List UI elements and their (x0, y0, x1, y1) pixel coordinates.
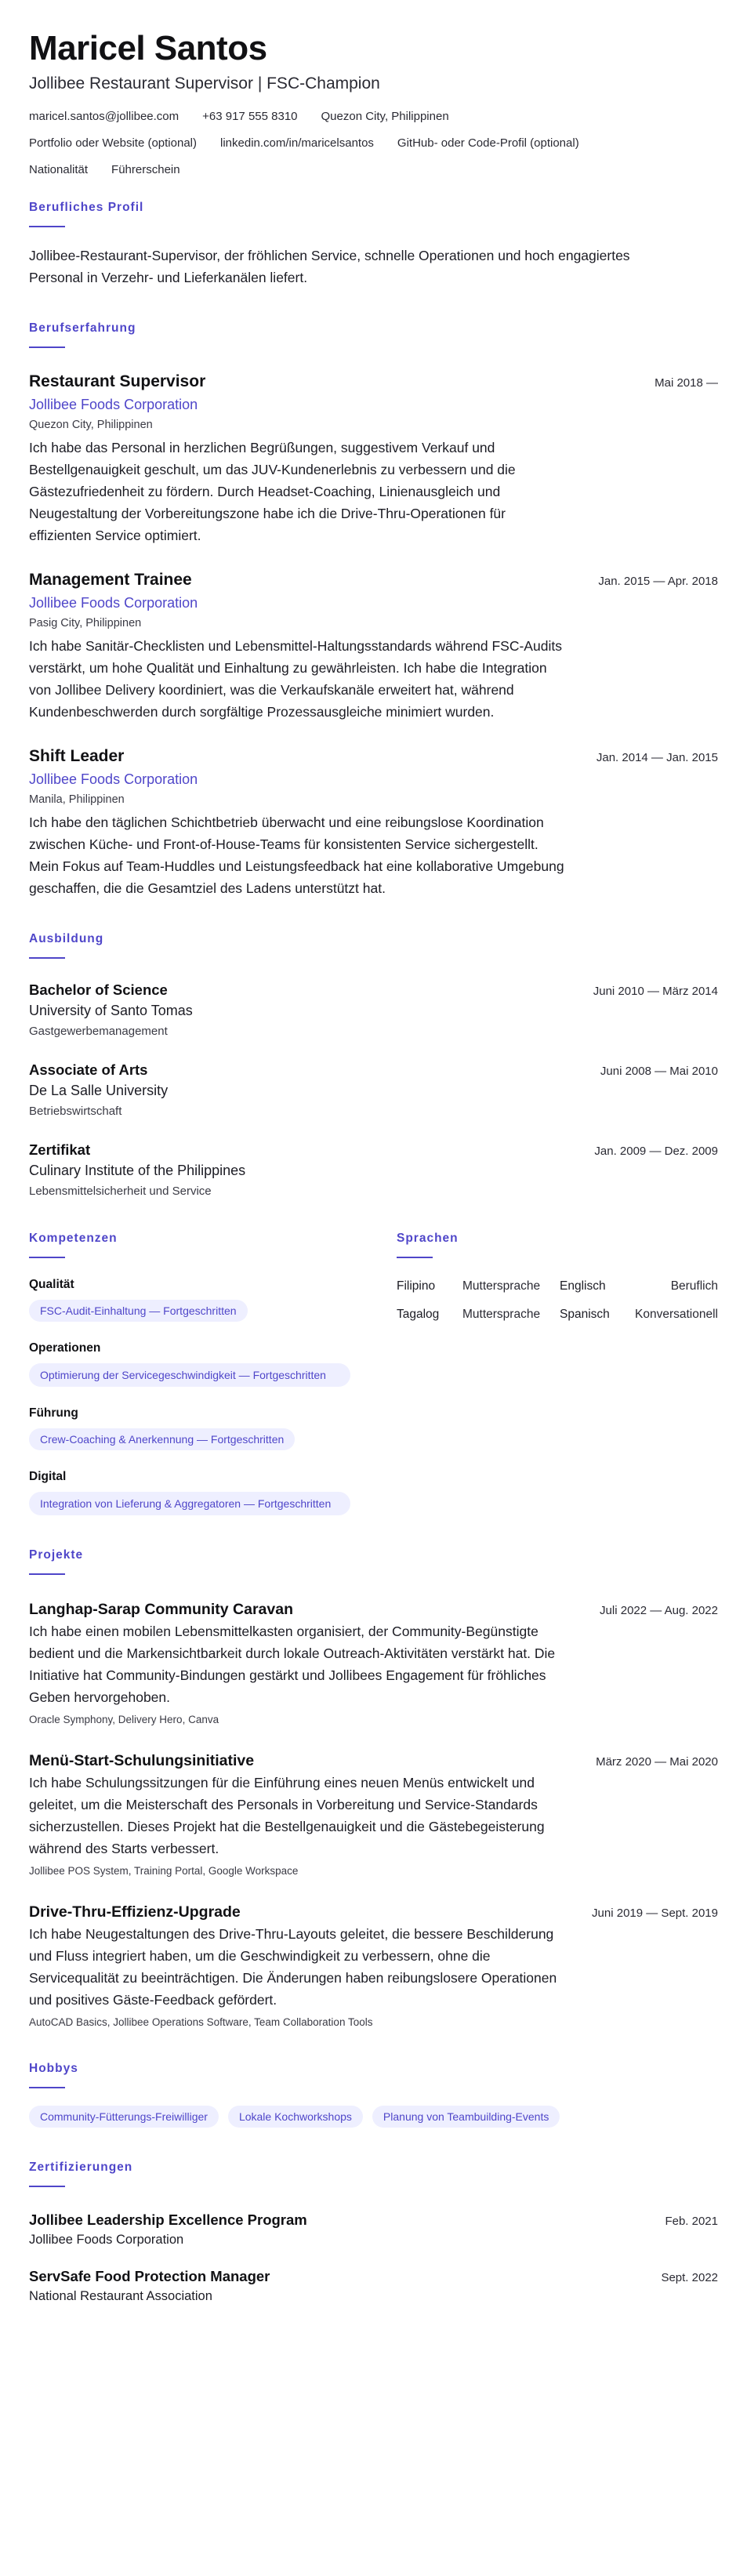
project-dates: März 2020 — Mai 2020 (596, 1755, 718, 1769)
language-name: Filipino (397, 1279, 436, 1293)
education-degree: Associate of Arts (29, 1061, 148, 1078)
profile-section (29, 201, 718, 288)
job-location: Pasig City, Philippinen (29, 617, 142, 629)
experience-section (29, 321, 718, 899)
education-section (29, 932, 718, 1199)
hobby-list (29, 2106, 718, 2128)
project-dates: Juli 2022 — Aug. 2022 (600, 1604, 718, 1617)
job-dates: Jan. 2014 — Jan. 2015 (596, 751, 718, 764)
skill-group (29, 1341, 350, 1387)
job-title: Shift Leader (29, 747, 125, 765)
linkedin-link[interactable]: linkedin.com/in/maricelsantos (220, 136, 374, 150)
contact-row (29, 163, 718, 177)
hobby-tag: Community-Fütterungs-Freiwilliger (29, 2106, 219, 2128)
education-degree: Bachelor of Science (29, 981, 168, 998)
skill-category: Führung (29, 1406, 78, 1420)
project-tech: AutoCAD Basics, Jollibee Operations Software, Team Collaboration Tools (29, 2016, 373, 2028)
skills-languages-row (29, 1232, 718, 1515)
phone-number: +63 917 555 8310 (202, 110, 298, 123)
certification-issuer: Jollibee Foods Corporation (29, 2233, 184, 2247)
project-entry (29, 1903, 718, 2029)
project-tech: Jollibee POS System, Training Portal, Google Workspace (29, 1865, 299, 1877)
job-company: Jollibee Foods Corporation (29, 595, 198, 611)
project-entry (29, 1751, 718, 1878)
languages-section (397, 1232, 718, 1515)
education-dates: Juni 2010 — März 2014 (593, 985, 718, 998)
education-field: Betriebswirtschaft (29, 1105, 122, 1118)
language-row (397, 1307, 718, 1322)
education-entry (29, 1061, 718, 1119)
job-dates: Jan. 2015 — Apr. 2018 (598, 575, 718, 588)
certification-name: Jollibee Leadership Excellence Program (29, 2211, 307, 2228)
skills-section (29, 1232, 350, 1515)
skill-tag: Optimierung der Servicegeschwindigkeit — Fortgeschritten (29, 1363, 350, 1387)
section-title: Hobbys (29, 2062, 78, 2075)
job-title: Management Trainee (29, 571, 192, 589)
job-dates: Mai 2018 — (655, 376, 718, 390)
education-school: University of Santo Tomas (29, 1003, 193, 1018)
project-dates: Juni 2019 — Sept. 2019 (592, 1907, 718, 1920)
project-description: Ich habe Neugestaltungen des Drive-Thru-Layouts geleitet, die bessere Beschilderung und Fluss integriert haben, um die Geschwindigkeit zu verbessern, ohne die Servicequalität zu beeinträchtigen. Die Änderungen haben reibungslosere Operationen und positives Gäste-Feedback gefördert. (29, 1926, 557, 2008)
projects-section (29, 1548, 718, 2029)
skill-tag: Integration von Lieferung & Aggregatoren — Fortgeschritten (29, 1492, 350, 1515)
section-divider (397, 1257, 433, 1258)
candidate-headline: Jollibee Restaurant Supervisor | FSC-Champion (29, 74, 380, 93)
job-entry (29, 746, 718, 899)
section-title: Ausbildung (29, 932, 104, 945)
language-level: Muttersprache (462, 1279, 541, 1293)
section-divider (29, 1573, 65, 1575)
job-company: Jollibee Foods Corporation (29, 397, 198, 412)
skill-group (29, 1277, 350, 1322)
location-text: Quezon City, Philippinen (321, 110, 449, 123)
certification-name: ServSafe Food Protection Manager (29, 2268, 270, 2284)
project-tech: Oracle Symphony, Delivery Hero, Canva (29, 1714, 219, 1725)
certification-entry (29, 2267, 718, 2305)
email-link[interactable]: maricel.santos@jollibee.com (29, 110, 179, 123)
certification-date: Sept. 2022 (661, 2271, 718, 2284)
certification-issuer: National Restaurant Association (29, 2289, 212, 2303)
job-description: Ich habe Sanitär-Checklisten und Lebensmittel-Haltungsstandards während FSC-Audits verstärkt, um hohe Qualität und Einhaltung zu gewährleisten. Ich habe die Integration von Jollibee Delivery koordiniert, was die Verkaufskanäle erweitert hat, während Kundenbeschwerden durch sorgfältige Prozessausgleiche minimiert wurden. (29, 638, 562, 720)
contact-row (29, 136, 718, 151)
job-description: Ich habe das Personal in herzlichen Begrüßungen, suggestivem Verkauf und Bestellgenauigkeit geschult, um das JUV-Kundenerlebnis zu verbessern und die Gästezufriedenheit zu fördern. Durch Headset-Coaching, Linienausgleich und Neugestaltung der Vorbereitungszone habe ich die Drive-Thru-Operationen für effizienten Service optimiert. (29, 440, 516, 543)
contact-block (29, 110, 718, 177)
project-title: Langhap-Sarap Community Caravan (29, 1601, 293, 1618)
profile-summary: Jollibee-Restaurant-Supervisor, der fröhlichen Service, schnelle Operationen und hoch engagiertes Personal in Verzehr- und Lieferkanälen liefert. (29, 248, 630, 285)
language-level: Beruflich (670, 1279, 718, 1293)
resume-header (29, 28, 718, 177)
section-divider (29, 346, 65, 348)
education-school: De La Salle University (29, 1083, 169, 1098)
education-entry (29, 981, 718, 1039)
contact-row (29, 110, 718, 124)
education-dates: Jan. 2009 — Dez. 2009 (594, 1145, 718, 1158)
language-name: Englisch (560, 1279, 606, 1293)
hobby-tag: Lokale Kochworkshops (228, 2106, 363, 2128)
project-title: Menü-Start-Schulungsinitiative (29, 1752, 255, 1769)
skill-group (29, 1406, 350, 1450)
job-location: Manila, Philippinen (29, 793, 125, 806)
hobbies-section (29, 2062, 718, 2128)
education-dates: Juni 2008 — Mai 2010 (600, 1065, 718, 1078)
section-title: Berufserfahrung (29, 321, 136, 335)
job-title: Restaurant Supervisor (29, 372, 206, 390)
section-title: Sprachen (397, 1232, 459, 1245)
language-name: Tagalog (397, 1308, 440, 1321)
job-company: Jollibee Foods Corporation (29, 771, 198, 787)
education-field: Lebensmittelsicherheit und Service (29, 1185, 212, 1198)
certifications-section (29, 2161, 718, 2305)
portfolio-link[interactable]: Portfolio oder Website (optional) (29, 136, 197, 150)
candidate-name: Maricel Santos (29, 29, 267, 67)
github-link[interactable]: GitHub- oder Code-Profil (optional) (397, 136, 579, 150)
section-title: Projekte (29, 1548, 84, 1562)
section-divider (29, 1257, 65, 1258)
skill-group (29, 1469, 350, 1515)
certification-date: Feb. 2021 (665, 2215, 718, 2228)
language-row (397, 1279, 718, 1294)
education-degree: Zertifikat (29, 1141, 91, 1158)
section-title: Kompetenzen (29, 1232, 118, 1245)
education-school: Culinary Institute of the Philippines (29, 1163, 246, 1178)
project-description: Ich habe einen mobilen Lebensmittelkasten organisiert, der Community-Begünstigte bedient und die Markensichtbarkeit durch lokale Outreach-Aktivitäten verstärkt hat. Die Initiative hat Community-Bindungen gestärkt und Jollibees Engagement für fröhliches Geben hervorgehoben. (29, 1624, 556, 1705)
languages-grid (397, 1279, 718, 1322)
job-location: Quezon City, Philippinen (29, 419, 153, 431)
section-title: Zertifizierungen (29, 2161, 133, 2174)
skill-tag: FSC-Audit-Einhaltung — Fortgeschritten (29, 1300, 248, 1322)
language-level: Konversationell (635, 1308, 718, 1321)
skill-tag: Crew-Coaching & Anerkennung — Fortgeschritten (29, 1428, 295, 1450)
skill-category: Qualität (29, 1278, 74, 1291)
job-entry (29, 570, 718, 723)
section-divider (29, 226, 65, 227)
skill-category: Digital (29, 1470, 67, 1483)
project-entry (29, 1600, 718, 1726)
certification-entry (29, 2211, 718, 2248)
hobby-tag: Planung von Teambuilding-Events (372, 2106, 560, 2128)
education-entry (29, 1141, 718, 1199)
section-divider (29, 2087, 65, 2088)
section-divider (29, 957, 65, 959)
education-field: Gastgewerbemanagement (29, 1025, 168, 1038)
license-text: Führerschein (111, 163, 180, 176)
project-title: Drive-Thru-Effizienz-Upgrade (29, 1903, 241, 1921)
language-level: Muttersprache (462, 1308, 541, 1321)
project-description: Ich habe Schulungssitzungen für die Einführung eines neuen Menüs entwickelt und geleitet, um die Meisterschaft des Personals in Vorbereitung und Service-Standards sicherzustellen. Dieses Projekt hat die Bestellgenauigkeit und die Gästebegeisterung während des Starts verbessert. (29, 1775, 545, 1856)
language-name: Spanisch (560, 1308, 610, 1321)
section-divider (29, 2186, 65, 2187)
section-title: Berufliches Profil (29, 201, 144, 214)
job-description: Ich habe den täglichen Schichtbetrieb überwacht und eine reibungslose Koordination zwischen Küche- und Front-of-House-Teams für konsistenten Service sichergestellt. Mein Fokus auf Team-Huddles und Leistungsfeedback hat eine kollaborative Umgebung geschaffen, die die Gesamtziel des Ladens unterstützt hat. (29, 815, 564, 896)
nationality-text: Nationalität (29, 163, 89, 176)
job-entry (29, 372, 718, 546)
skill-category: Operationen (29, 1341, 101, 1355)
